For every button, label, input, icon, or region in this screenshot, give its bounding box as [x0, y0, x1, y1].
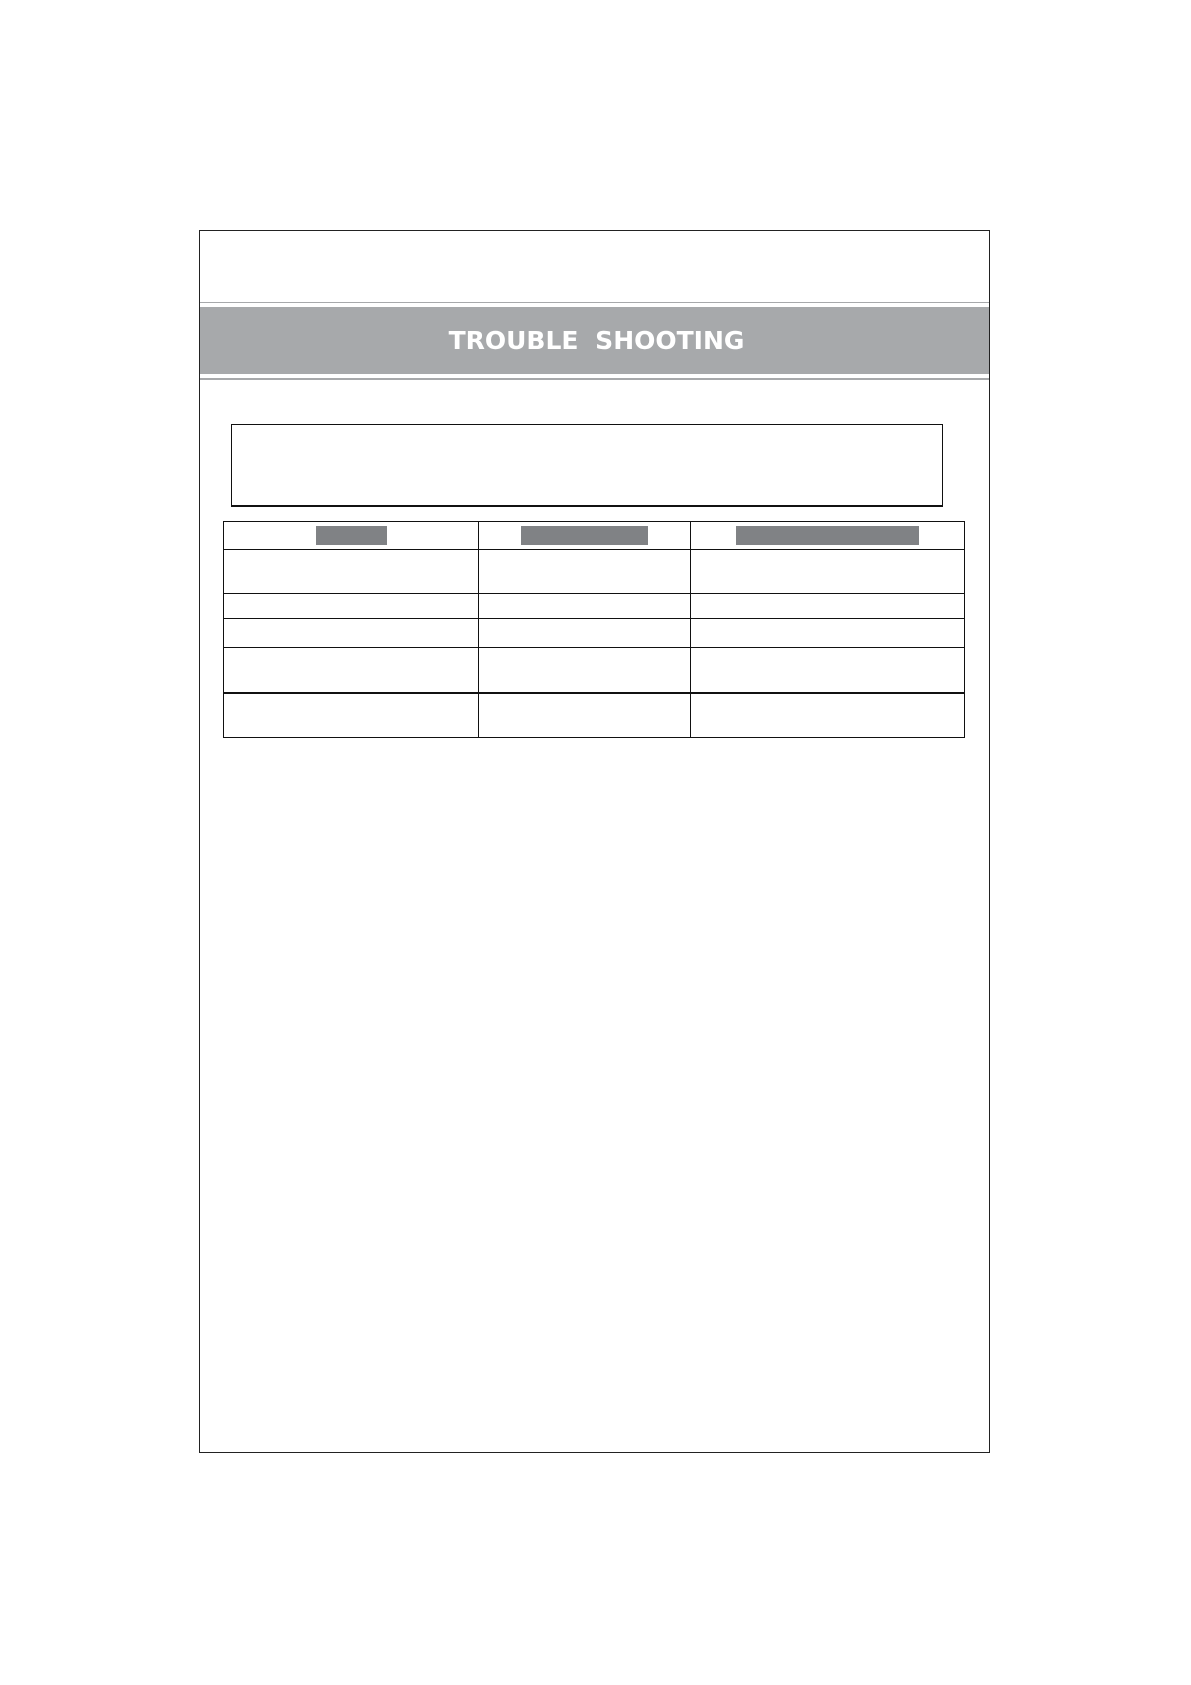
table-cell	[691, 594, 965, 619]
table-cell	[479, 550, 691, 594]
page-frame	[199, 230, 990, 1453]
column-header-cause	[479, 522, 691, 550]
table-row	[224, 619, 965, 648]
title-rule-top	[200, 302, 989, 303]
title-band	[200, 307, 989, 374]
notice-box	[231, 424, 943, 507]
header-label-block	[521, 526, 648, 545]
header-label-block	[316, 526, 387, 545]
table-cell	[224, 550, 479, 594]
table-header-row	[224, 522, 965, 550]
table-cell	[479, 648, 691, 694]
table-cell	[224, 648, 479, 694]
table-cell	[479, 619, 691, 648]
header-label-block	[736, 526, 919, 545]
table-cell	[691, 619, 965, 648]
page-title: TROUBLE SHOOTING	[448, 326, 745, 355]
table-cell	[691, 648, 965, 694]
column-header-solution	[691, 522, 965, 550]
table-cell	[691, 693, 965, 738]
table-cell	[479, 594, 691, 619]
table-cell	[479, 693, 691, 738]
table-row	[224, 550, 965, 594]
title-rule-bottom	[200, 378, 989, 380]
column-header-problem	[224, 522, 479, 550]
table-row	[224, 594, 965, 619]
table-cell	[224, 693, 479, 738]
table-cell	[691, 550, 965, 594]
table-cell	[224, 594, 479, 619]
table-row	[224, 693, 965, 738]
table-cell	[224, 619, 479, 648]
table-row	[224, 648, 965, 694]
troubleshooting-table	[223, 521, 965, 738]
